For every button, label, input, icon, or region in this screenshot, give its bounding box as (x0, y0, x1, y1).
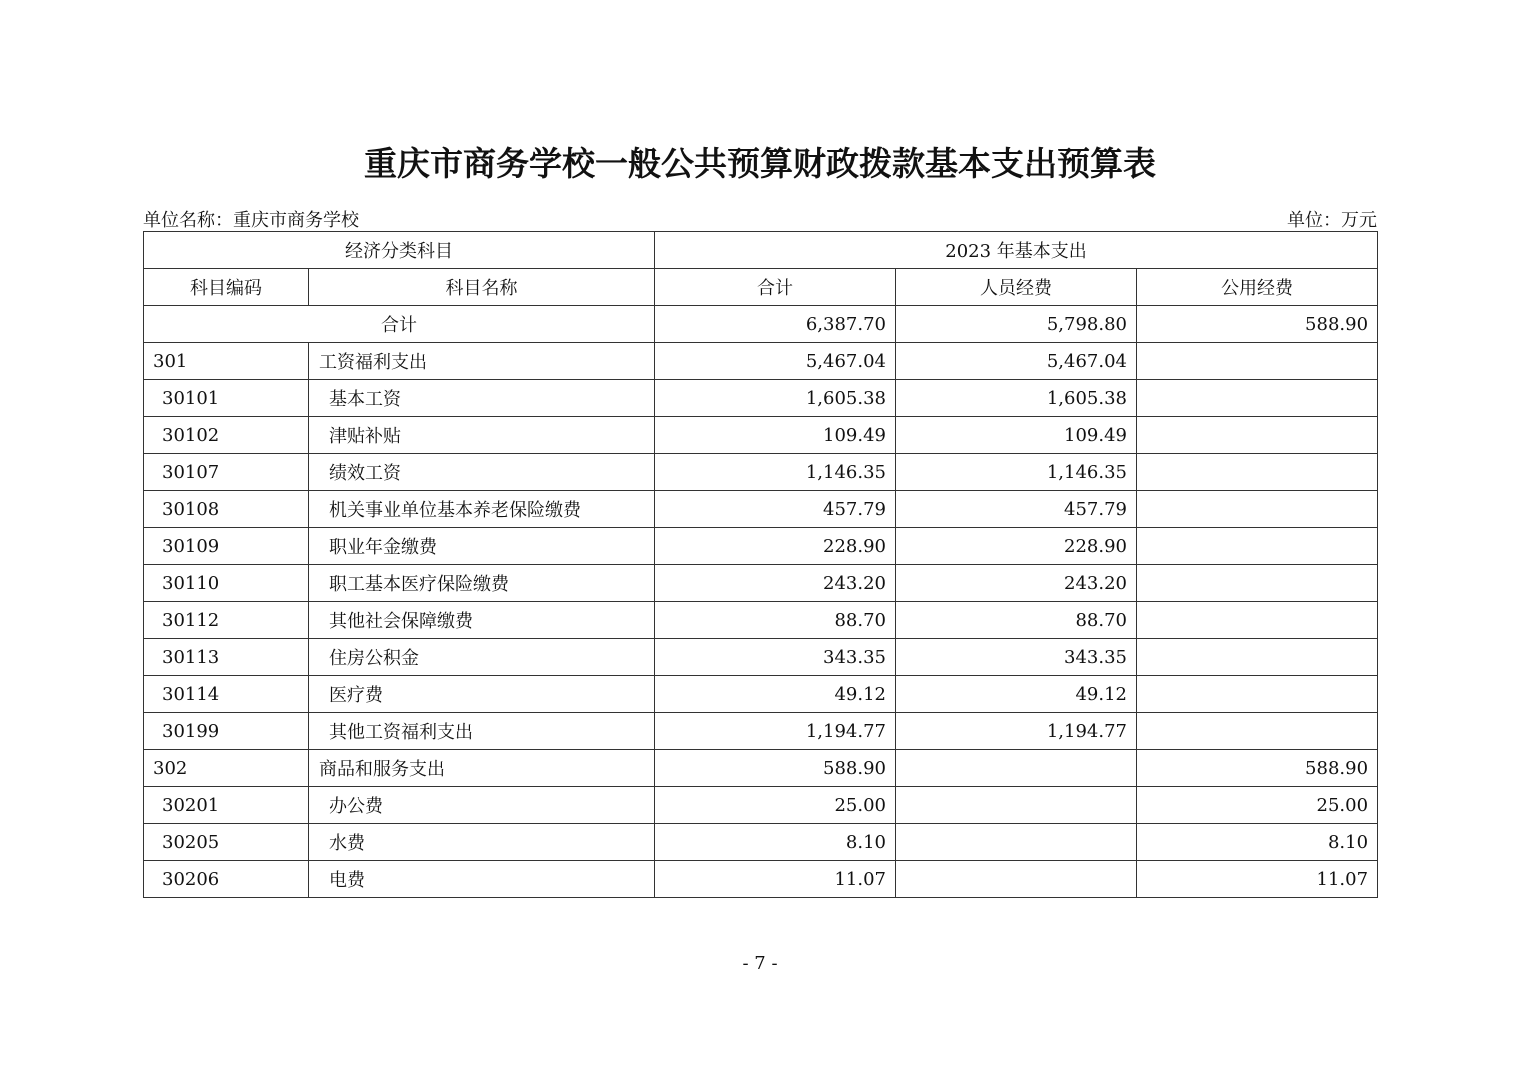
row-total: 228.90 (655, 528, 896, 565)
row-total: 11.07 (655, 861, 896, 898)
row-public (1137, 676, 1378, 713)
column-header-public: 公用经费 (1137, 269, 1378, 306)
row-personnel (896, 861, 1137, 898)
table-row (144, 380, 1378, 417)
row-name: 办公费 (309, 787, 655, 824)
header-economic-category: 经济分类科目 (144, 232, 655, 269)
row-total: 1,194.77 (655, 713, 896, 750)
row-total: 25.00 (655, 787, 896, 824)
row-total: 5,467.04 (655, 343, 896, 380)
row-code: 30205 (144, 824, 309, 861)
row-code: 30112 (144, 602, 309, 639)
table-row (144, 565, 1378, 602)
row-personnel (896, 750, 1137, 787)
row-code: 30114 (144, 676, 309, 713)
row-public (1137, 491, 1378, 528)
unit-label: 单位：万元 (1287, 210, 1377, 231)
table-row (144, 491, 1378, 528)
row-code: 30201 (144, 787, 309, 824)
row-code: 30110 (144, 565, 309, 602)
total-row-total: 6,387.70 (655, 306, 896, 343)
row-personnel (896, 787, 1137, 824)
row-public: 25.00 (1137, 787, 1378, 824)
total-row-label: 合计 (144, 306, 655, 343)
budget-table (143, 231, 1378, 898)
row-total: 457.79 (655, 491, 896, 528)
total-row-personnel: 5,798.80 (896, 306, 1137, 343)
row-total: 1,605.38 (655, 380, 896, 417)
row-personnel: 1,194.77 (896, 713, 1137, 750)
row-name: 职业年金缴费 (309, 528, 655, 565)
header-group-row (144, 232, 1378, 269)
row-public (1137, 528, 1378, 565)
row-name: 机关事业单位基本养老保险缴费 (309, 491, 655, 528)
table-row (144, 750, 1378, 787)
row-personnel: 49.12 (896, 676, 1137, 713)
row-name: 商品和服务支出 (309, 750, 655, 787)
row-personnel: 88.70 (896, 602, 1137, 639)
column-header-name: 科目名称 (309, 269, 655, 306)
row-personnel: 457.79 (896, 491, 1137, 528)
meta-row (143, 206, 1377, 230)
row-public: 8.10 (1137, 824, 1378, 861)
row-code: 30113 (144, 639, 309, 676)
row-public (1137, 713, 1378, 750)
column-header-personnel: 人员经费 (896, 269, 1137, 306)
table-row (144, 824, 1378, 861)
table-row (144, 343, 1378, 380)
table-row (144, 528, 1378, 565)
row-total: 49.12 (655, 676, 896, 713)
row-name: 其他社会保障缴费 (309, 602, 655, 639)
column-header-total: 合计 (655, 269, 896, 306)
row-personnel: 243.20 (896, 565, 1137, 602)
row-total: 88.70 (655, 602, 896, 639)
row-code: 302 (144, 750, 309, 787)
page-title: 重庆市商务学校一般公共预算财政拨款基本支出预算表 (364, 144, 1156, 183)
row-personnel: 5,467.04 (896, 343, 1137, 380)
row-personnel: 343.35 (896, 639, 1137, 676)
row-code: 30107 (144, 454, 309, 491)
table-row (144, 602, 1378, 639)
row-name: 水费 (309, 824, 655, 861)
row-personnel: 228.90 (896, 528, 1137, 565)
table-row (144, 787, 1378, 824)
row-public (1137, 454, 1378, 491)
table-row (144, 713, 1378, 750)
row-code: 30199 (144, 713, 309, 750)
header-basic-expenditure-2023: 2023 年基本支出 (655, 232, 1378, 269)
table-row (144, 861, 1378, 898)
row-total: 109.49 (655, 417, 896, 454)
row-total: 588.90 (655, 750, 896, 787)
table-row (144, 676, 1378, 713)
row-code: 30108 (144, 491, 309, 528)
page-number: - 7 - (742, 953, 778, 974)
row-name: 绩效工资 (309, 454, 655, 491)
row-code: 30102 (144, 417, 309, 454)
row-code: 30109 (144, 528, 309, 565)
table-row (144, 417, 1378, 454)
row-name: 电费 (309, 861, 655, 898)
row-public (1137, 417, 1378, 454)
row-name: 住房公积金 (309, 639, 655, 676)
row-public (1137, 380, 1378, 417)
row-public (1137, 343, 1378, 380)
row-total: 343.35 (655, 639, 896, 676)
row-public (1137, 602, 1378, 639)
row-name: 医疗费 (309, 676, 655, 713)
row-personnel: 1,605.38 (896, 380, 1137, 417)
row-public (1137, 639, 1378, 676)
table-row (144, 454, 1378, 491)
row-public: 588.90 (1137, 750, 1378, 787)
row-code: 30101 (144, 380, 309, 417)
row-total: 1,146.35 (655, 454, 896, 491)
row-public: 11.07 (1137, 861, 1378, 898)
row-name: 职工基本医疗保险缴费 (309, 565, 655, 602)
row-code: 30206 (144, 861, 309, 898)
column-header-code: 科目编码 (144, 269, 309, 306)
row-name: 工资福利支出 (309, 343, 655, 380)
row-code: 301 (144, 343, 309, 380)
row-name: 津贴补贴 (309, 417, 655, 454)
header-column-row (144, 269, 1378, 306)
row-public (1137, 565, 1378, 602)
total-row-public: 588.90 (1137, 306, 1378, 343)
row-personnel (896, 824, 1137, 861)
row-name: 基本工资 (309, 380, 655, 417)
row-total: 243.20 (655, 565, 896, 602)
row-total: 8.10 (655, 824, 896, 861)
table-body (144, 306, 1378, 898)
row-personnel: 1,146.35 (896, 454, 1137, 491)
row-name: 其他工资福利支出 (309, 713, 655, 750)
total-row (144, 306, 1378, 343)
table-row (144, 639, 1378, 676)
unit-name-label: 单位名称：重庆市商务学校 (143, 210, 359, 231)
row-personnel: 109.49 (896, 417, 1137, 454)
